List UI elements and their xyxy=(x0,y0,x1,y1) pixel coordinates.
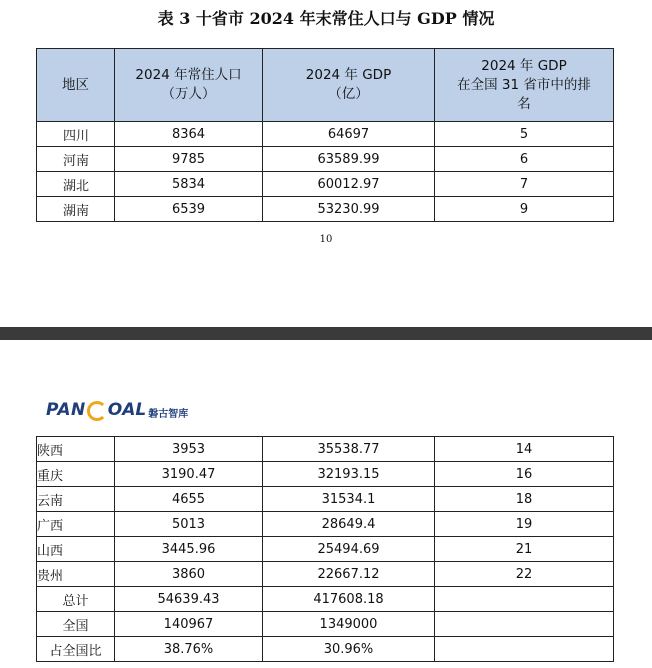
cell-gdp: 60012.97 xyxy=(263,172,435,197)
cell-population: 6539 xyxy=(115,197,263,222)
cell-population: 5013 xyxy=(115,512,263,537)
cell-rank: 22 xyxy=(435,562,614,587)
gdp-table-part1 xyxy=(36,48,614,222)
cell-region: 湖南 xyxy=(37,197,115,222)
cell-region: 山西 xyxy=(37,537,115,562)
table-row xyxy=(37,537,614,562)
cell-gdp: 28649.4 xyxy=(263,512,435,537)
header-rank-line2: 在全国 31 省市中的排 xyxy=(457,76,591,93)
cell-gdp: 22667.12 xyxy=(263,562,435,587)
cell-region: 重庆 xyxy=(37,462,115,487)
cell-rank: 7 xyxy=(435,172,614,197)
cell-gdp: 31534.1 xyxy=(263,487,435,512)
cell-rank: 18 xyxy=(435,487,614,512)
cell-population: 54639.43 xyxy=(115,587,263,612)
cell-region: 河南 xyxy=(37,147,115,172)
cell-population: 8364 xyxy=(115,122,263,147)
cell-rank xyxy=(435,612,614,637)
table-row xyxy=(37,122,614,147)
header-population-line2: （万人） xyxy=(161,86,216,102)
cell-region: 广西 xyxy=(37,512,115,537)
gdp-table-part2 xyxy=(36,436,614,662)
header-gdp-line2: （亿） xyxy=(328,86,369,102)
cell-gdp: 25494.69 xyxy=(263,537,435,562)
cell-population: 9785 xyxy=(115,147,263,172)
table-row xyxy=(37,562,614,587)
header-population xyxy=(115,49,263,122)
cell-region: 贵州 xyxy=(37,562,115,587)
table-title: 表 3 十省市 2024 年末常住人口与 GDP 情况 xyxy=(157,9,495,28)
logo-g-swoosh-icon xyxy=(87,401,107,421)
cell-rank: 14 xyxy=(435,437,614,462)
cell-region: 四川 xyxy=(37,122,115,147)
page-number: 10 xyxy=(319,234,333,245)
cell-rank: 5 xyxy=(435,122,614,147)
cell-rank: 19 xyxy=(435,512,614,537)
table-row-total xyxy=(37,587,614,612)
table-row xyxy=(37,487,614,512)
cell-region: 占全国比 xyxy=(37,637,115,662)
table-row-share xyxy=(37,637,614,662)
header-rank-line3: 名 xyxy=(517,95,531,112)
pangoal-logo xyxy=(46,398,188,422)
cell-gdp: 64697 xyxy=(263,122,435,147)
cell-region: 总计 xyxy=(37,587,115,612)
logo-text-part1: PAN xyxy=(46,400,86,420)
logo-chinese-name: 磐古智库 xyxy=(148,408,189,420)
cell-rank: 21 xyxy=(435,537,614,562)
cell-population: 5834 xyxy=(115,172,263,197)
cell-gdp: 417608.18 xyxy=(263,587,435,612)
cell-region: 全国 xyxy=(37,612,115,637)
cell-rank: 16 xyxy=(435,462,614,487)
cell-rank xyxy=(435,637,614,662)
cell-gdp: 63589.99 xyxy=(263,147,435,172)
cell-gdp: 1349000 xyxy=(263,612,435,637)
cell-gdp: 30.96% xyxy=(263,637,435,662)
cell-gdp: 53230.99 xyxy=(263,197,435,222)
page-divider xyxy=(0,327,652,340)
cell-gdp: 35538.77 xyxy=(263,437,435,462)
cell-population: 3190.47 xyxy=(115,462,263,487)
cell-rank: 9 xyxy=(435,197,614,222)
table-row xyxy=(37,147,614,172)
cell-population: 140967 xyxy=(115,612,263,637)
cell-population: 3953 xyxy=(115,437,263,462)
table-row xyxy=(37,462,614,487)
header-region: 地区 xyxy=(37,49,115,122)
cell-population: 4655 xyxy=(115,487,263,512)
cell-rank xyxy=(435,587,614,612)
cell-region: 陕西 xyxy=(37,437,115,462)
cell-population: 3445.96 xyxy=(115,537,263,562)
cell-rank: 6 xyxy=(435,147,614,172)
table-row xyxy=(37,172,614,197)
table-row xyxy=(37,512,614,537)
cell-population: 38.76% xyxy=(115,637,263,662)
header-population-line1: 2024 年常住人口 xyxy=(135,67,242,83)
header-rank xyxy=(435,49,614,122)
header-gdp xyxy=(263,49,435,122)
table-row xyxy=(37,437,614,462)
cell-gdp: 32193.15 xyxy=(263,462,435,487)
table-row xyxy=(37,197,614,222)
cell-region: 湖北 xyxy=(37,172,115,197)
table-row-national xyxy=(37,612,614,637)
logo-text-part2: OAL xyxy=(107,400,147,420)
table-header-row xyxy=(37,49,614,122)
header-rank-line1: 2024 年 GDP xyxy=(481,57,567,74)
cell-population: 3860 xyxy=(115,562,263,587)
cell-region: 云南 xyxy=(37,487,115,512)
header-gdp-line1: 2024 年 GDP xyxy=(305,67,392,83)
